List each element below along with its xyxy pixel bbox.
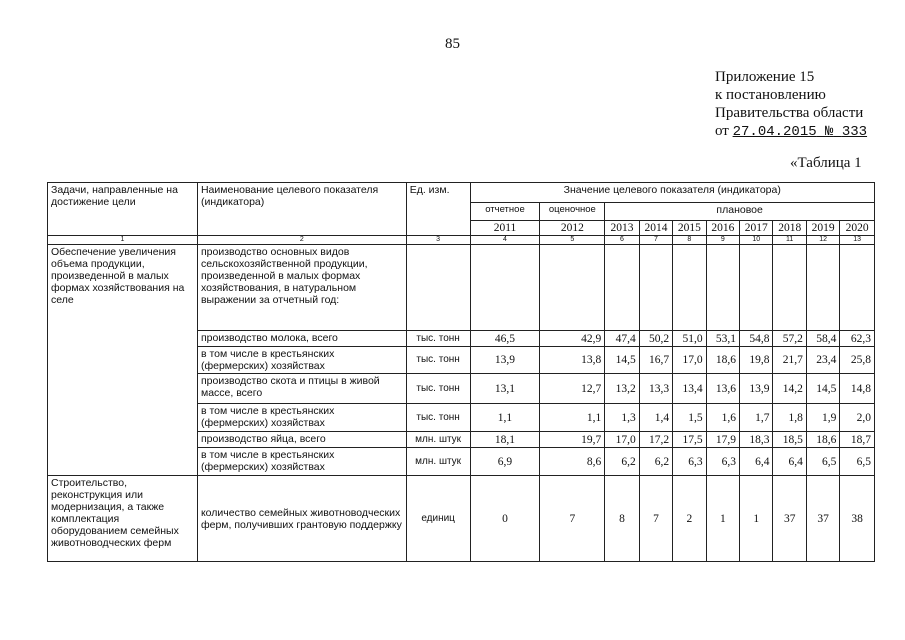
value-cell: 1 — [740, 476, 773, 562]
indicator-name: в том числе в крестьянских (фермерских) хозяйствах — [197, 404, 406, 432]
value-cell: 51,0 — [673, 331, 706, 347]
unit-cell: млн. штук — [406, 432, 470, 448]
year-2015: 2015 — [673, 221, 706, 236]
col-number: 3 — [406, 236, 470, 245]
value-cell: 18,5 — [773, 432, 806, 448]
value-cell: 13,8 — [540, 347, 605, 374]
value-cell: 17,0 — [673, 347, 706, 374]
indicator-name: в том числе в крестьянских (фермерских) хозяйствах — [197, 448, 406, 476]
value-cell: 13,2 — [605, 374, 639, 404]
value-cell: 6,2 — [605, 448, 639, 476]
value-cell: 6,5 — [840, 448, 875, 476]
appendix-number: 333 — [841, 124, 868, 140]
value-cell: 6,9 — [470, 448, 540, 476]
indicator-name: производство яйца, всего — [197, 432, 406, 448]
header-tasks: Задачи, направленные на достижение цели — [48, 183, 198, 236]
appendix-decree-line — [715, 122, 867, 141]
value-cell: 50,2 — [639, 331, 672, 347]
unit-cell: тыс. тонн — [406, 374, 470, 404]
header-estimated: оценочное — [540, 203, 605, 221]
value-cell: 62,3 — [840, 331, 875, 347]
task-2-text: Строительство, реконструкция или модернизация, а также комплектация оборудованием семейных животноводческих ферм — [48, 476, 198, 562]
appendix-prefix: от — [715, 123, 729, 139]
value-cell: 8 — [605, 476, 639, 562]
appendix-line-3: Правительства области — [715, 105, 864, 121]
value-cell: 17,5 — [673, 432, 706, 448]
header-indicator: Наименование целевого показателя (индикатора) — [197, 183, 406, 236]
appendix-number-sign: № — [825, 124, 834, 140]
value-cell: 13,9 — [470, 347, 540, 374]
unit-cell: тыс. тонн — [406, 331, 470, 347]
value-cell: 1,4 — [639, 404, 672, 432]
value-cell: 16,7 — [639, 347, 672, 374]
value-cell: 1 — [706, 476, 739, 562]
header-value: Значение целевого показателя (индикатора) — [470, 183, 874, 203]
value-cell: 1,7 — [740, 404, 773, 432]
value-cell: 18,6 — [806, 432, 839, 448]
value-cell: 18,3 — [740, 432, 773, 448]
value-cell: 13,3 — [639, 374, 672, 404]
col-number: 10 — [740, 236, 773, 245]
year-2020: 2020 — [840, 221, 875, 236]
value-cell: 21,7 — [773, 347, 806, 374]
table-row — [48, 476, 875, 562]
value-cell: 25,8 — [840, 347, 875, 374]
value-cell: 53,1 — [706, 331, 739, 347]
value-cell: 0 — [470, 476, 540, 562]
value-cell: 17,0 — [605, 432, 639, 448]
col-number: 11 — [773, 236, 806, 245]
indicator-name: в том числе в крестьянских (фермерских) хозяйствах — [197, 347, 406, 374]
col-number: 8 — [673, 236, 706, 245]
task-1-intro: производство основных видов сельскохозяйственной продукции, произведенной в малых формах хозяйствования, в натуральном выражении за отчетный год: — [197, 245, 406, 331]
value-cell: 2 — [673, 476, 706, 562]
year-2014: 2014 — [639, 221, 672, 236]
value-cell: 7 — [540, 476, 605, 562]
col-number: 4 — [470, 236, 540, 245]
header-reported: отчетное — [470, 203, 540, 221]
col-number: 1 — [48, 236, 198, 245]
task-1-text: Обеспечение увеличения объема продукции, произведенной в малых формах хозяйствования на селе — [48, 245, 198, 476]
value-cell: 17,9 — [706, 432, 739, 448]
value-cell: 14,8 — [840, 374, 875, 404]
value-cell: 19,8 — [740, 347, 773, 374]
value-cell: 57,2 — [773, 331, 806, 347]
value-cell: 6,4 — [740, 448, 773, 476]
year-2018: 2018 — [773, 221, 806, 236]
unit-cell: тыс. тонн — [406, 347, 470, 374]
value-cell: 18,6 — [706, 347, 739, 374]
value-cell: 42,9 — [540, 331, 605, 347]
appendix-block — [715, 68, 867, 141]
unit-cell: единиц — [406, 476, 470, 562]
indicator-name: производство молока, всего — [197, 331, 406, 347]
year-2011: 2011 — [470, 221, 540, 236]
indicator-name: количество семейных животноводческих ферм, получивших грантовую поддержку — [197, 476, 406, 562]
col-number: 5 — [540, 236, 605, 245]
value-cell: 18,7 — [840, 432, 875, 448]
value-cell: 38 — [840, 476, 875, 562]
value-cell: 1,1 — [470, 404, 540, 432]
value-cell: 6,5 — [806, 448, 839, 476]
col-number: 12 — [806, 236, 839, 245]
value-cell: 2,0 — [840, 404, 875, 432]
year-2013: 2013 — [605, 221, 639, 236]
value-cell: 14,5 — [806, 374, 839, 404]
value-cell: 37 — [806, 476, 839, 562]
value-cell: 1,3 — [605, 404, 639, 432]
col-number: 2 — [197, 236, 406, 245]
value-cell: 17,2 — [639, 432, 672, 448]
value-cell: 47,4 — [605, 331, 639, 347]
unit-cell: тыс. тонн — [406, 404, 470, 432]
year-2017: 2017 — [740, 221, 773, 236]
value-cell: 14,2 — [773, 374, 806, 404]
header-unit: Ед. изм. — [406, 183, 470, 236]
value-cell: 54,8 — [740, 331, 773, 347]
table-title: «Таблица 1 — [790, 155, 862, 171]
value-cell: 14,5 — [605, 347, 639, 374]
value-cell: 37 — [773, 476, 806, 562]
value-cell: 6,4 — [773, 448, 806, 476]
value-cell: 1,1 — [540, 404, 605, 432]
header-planned: плановое — [605, 203, 875, 221]
value-cell: 12,7 — [540, 374, 605, 404]
value-cell: 23,4 — [806, 347, 839, 374]
page-number: 85 — [445, 36, 460, 52]
value-cell: 8,6 — [540, 448, 605, 476]
value-cell: 6,3 — [673, 448, 706, 476]
value-cell: 1,8 — [773, 404, 806, 432]
value-cell: 58,4 — [806, 331, 839, 347]
indicator-name: производство скота и птицы в живой массе, всего — [197, 374, 406, 404]
value-cell: 1,6 — [706, 404, 739, 432]
col-number: 9 — [706, 236, 739, 245]
appendix-line-1: Приложение 15 — [715, 69, 815, 85]
year-2019: 2019 — [806, 221, 839, 236]
value-cell: 13,4 — [673, 374, 706, 404]
value-cell: 1,5 — [673, 404, 706, 432]
appendix-line-2: к постановлению — [715, 87, 826, 103]
col-number: 7 — [639, 236, 672, 245]
value-cell: 13,1 — [470, 374, 540, 404]
unit-cell: млн. штук — [406, 448, 470, 476]
value-cell: 13,6 — [706, 374, 739, 404]
value-cell: 46,5 — [470, 331, 540, 347]
value-cell: 18,1 — [470, 432, 540, 448]
value-cell: 6,3 — [706, 448, 739, 476]
value-cell: 13,9 — [740, 374, 773, 404]
col-number: 13 — [840, 236, 875, 245]
value-cell: 6,2 — [639, 448, 672, 476]
year-2012: 2012 — [540, 221, 605, 236]
indicators-table — [47, 182, 875, 562]
appendix-date: 27.04.2015 — [732, 124, 817, 140]
value-cell: 1,9 — [806, 404, 839, 432]
value-cell: 7 — [639, 476, 672, 562]
value-cell: 19,7 — [540, 432, 605, 448]
col-number: 6 — [605, 236, 639, 245]
year-2016: 2016 — [706, 221, 739, 236]
